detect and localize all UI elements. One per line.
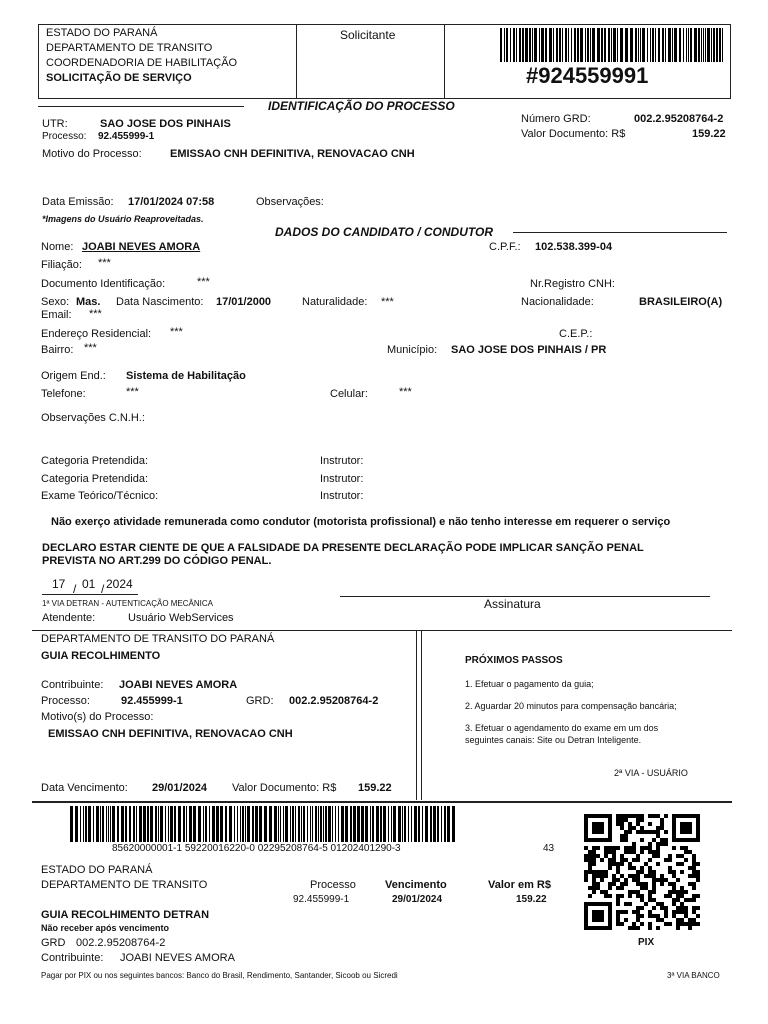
next-step-1: 1. Efetuar o pagamento da guia; bbox=[465, 679, 594, 689]
cpf-value: 102.538.399-04 bbox=[535, 241, 613, 253]
valor-value: 159.22 bbox=[692, 128, 726, 140]
bank-nao-receber: Não receber após vencimento bbox=[41, 923, 170, 933]
guia-divider-b bbox=[421, 631, 422, 800]
utr-label: UTR: bbox=[42, 118, 68, 130]
guia-vencimento-label: Data Vencimento: bbox=[41, 782, 128, 794]
utr-value: SAO JOSE DOS PINHAIS bbox=[100, 118, 231, 130]
guia-title: GUIA RECOLHIMENTO bbox=[41, 650, 161, 662]
candidate-section-title: DADOS DO CANDIDATO / CONDUTOR bbox=[275, 225, 494, 239]
municipio-value: SAO JOSE DOS PINHAIS / PR bbox=[451, 344, 607, 356]
declaration-line-1: Não exerço atividade remunerada como condutor (motorista profissional) e não tenho interesse em requerer o serviço bbox=[51, 516, 671, 528]
instrutor-3-label: Instrutor: bbox=[320, 490, 364, 502]
date-slash-2: / bbox=[101, 582, 105, 596]
observacoes-label: Observações: bbox=[256, 196, 324, 208]
categoria-2-label: Categoria Pretendida: bbox=[41, 473, 149, 485]
process-rule-left bbox=[38, 106, 244, 107]
telefone-value: *** bbox=[126, 386, 139, 398]
section-separator-1 bbox=[32, 630, 732, 631]
bank-via: 3ª VIA BANCO bbox=[667, 971, 720, 980]
natural-value: *** bbox=[381, 296, 394, 308]
solicitante-label: Solicitante bbox=[340, 28, 396, 42]
bank-valor-value: 159.22 bbox=[516, 894, 547, 905]
guia-grd-value: 002.2.95208764-2 bbox=[289, 695, 379, 707]
header-divider-2 bbox=[444, 24, 445, 99]
processo-value: 92.455999-1 bbox=[98, 131, 155, 142]
signature-month: 01 bbox=[82, 577, 96, 591]
grd-label: Número GRD: bbox=[521, 113, 591, 125]
nasc-value: 17/01/2000 bbox=[216, 296, 272, 308]
bank-processo-label: Processo bbox=[310, 879, 356, 891]
bank-estado: ESTADO DO PARANÁ bbox=[41, 864, 153, 876]
bank-guia-title: GUIA RECOLHIMENTO DETRAN bbox=[41, 909, 210, 921]
header-org-line-2: DEPARTAMENTO DE TRANSITO bbox=[46, 42, 213, 54]
bank-dept: DEPARTAMENTO DE TRANSITO bbox=[41, 879, 208, 891]
via-note: 1ª VIA DETRAN - AUTENTICAÇÃO MECÂNICA bbox=[42, 599, 213, 608]
exame-label: Exame Teórico/Técnico: bbox=[41, 490, 159, 502]
doc-label: Documento Identificação: bbox=[41, 278, 166, 290]
bank-barcode-suffix: 43 bbox=[543, 843, 555, 854]
bank-footer: Pagar por PIX ou nos seguintes bancos: Banco do Brasil, Rendimento, Santander, Sicoob ou Sicredi bbox=[41, 971, 398, 980]
next-step-3a: 3. Efetuar o agendamento do exame em um dos bbox=[465, 723, 659, 733]
guia-motivos-value: EMISSAO CNH DEFINITIVA, RENOVACAO CNH bbox=[48, 728, 293, 740]
filiacao-label: Filiação: bbox=[41, 259, 82, 271]
doc-value: *** bbox=[197, 276, 210, 288]
protocol-number: #924559991 bbox=[526, 63, 649, 88]
obs-cnh-label: Observações C.N.H.: bbox=[41, 412, 145, 424]
declaration-line-3: PREVISTA NO ART.299 DO CÓDIGO PENAL. bbox=[42, 555, 272, 567]
bank-contribuinte-label: Contribuinte: bbox=[41, 952, 104, 964]
nome-value: JOABI NEVES AMORA bbox=[82, 241, 201, 253]
processo-label: Processo: bbox=[42, 131, 87, 142]
pix-qr-code bbox=[580, 814, 708, 936]
guia-motivos-label: Motivo(s) do Processo: bbox=[41, 711, 154, 723]
bank-vencimento-label: Vencimento bbox=[385, 879, 447, 891]
bank-grd-label: GRD bbox=[41, 937, 66, 949]
guia-valor-value: 159.22 bbox=[358, 782, 392, 794]
celular-label: Celular: bbox=[330, 388, 368, 400]
guia-dept: DEPARTAMENTO DE TRANSITO DO PARANÁ bbox=[41, 633, 275, 645]
motivo-value: EMISSAO CNH DEFINITIVA, RENOVACAO CNH bbox=[170, 148, 415, 160]
emissao-value: 17/01/2024 07:58 bbox=[128, 196, 215, 208]
instrutor-1-label: Instrutor: bbox=[320, 455, 364, 467]
bank-processo-value: 92.455999-1 bbox=[293, 894, 350, 905]
date-underline bbox=[42, 594, 138, 595]
origem-value: Sistema de Habilitação bbox=[126, 370, 246, 382]
instrutor-2-label: Instrutor: bbox=[320, 473, 364, 485]
nome-label: Nome: bbox=[41, 241, 74, 253]
nacional-label: Nacionalidade: bbox=[521, 296, 594, 308]
motivo-label: Motivo do Processo: bbox=[42, 148, 142, 160]
guia-contribuinte-label: Contribuinte: bbox=[41, 679, 104, 691]
sexo-value: Mas. bbox=[76, 296, 101, 308]
nacional-value: BRASILEIRO(A) bbox=[639, 296, 723, 308]
bank-barcode-digits: 85620000001-1 59220016220-0 02295208764-5 01202401290-3 bbox=[112, 843, 401, 854]
email-value: *** bbox=[89, 308, 102, 320]
guia-processo-value: 92.455999-1 bbox=[121, 695, 183, 707]
header-org-line-1: ESTADO DO PARANÁ bbox=[46, 27, 158, 39]
declaration-line-2: DECLARO ESTAR CIENTE DE QUE A FALSIDADE DA PRESENTE DECLARAÇÃO PODE IMPLICAR SANÇÃO PENAL bbox=[42, 542, 644, 554]
imagens-note: *Imagens do Usuário Reaproveitadas. bbox=[42, 214, 204, 224]
telefone-label: Telefone: bbox=[41, 388, 86, 400]
registro-label: Nr.Registro CNH: bbox=[530, 278, 615, 290]
atendente-value: Usuário WebServices bbox=[128, 612, 234, 624]
celular-value: *** bbox=[399, 386, 412, 398]
guia-processo-label: Processo: bbox=[41, 695, 90, 707]
bairro-label: Bairro: bbox=[41, 344, 74, 356]
header-barcode bbox=[500, 28, 728, 62]
emissao-label: Data Emissão: bbox=[42, 196, 114, 208]
header-org-line-3: COORDENADORIA DE HABILITAÇÃO bbox=[46, 57, 238, 69]
process-section-title: IDENTIFICAÇÃO DO PROCESSO bbox=[268, 99, 455, 113]
categoria-1-label: Categoria Pretendida: bbox=[41, 455, 149, 467]
next-step-3b: seguintes canais: Site ou Detran Inteligente. bbox=[465, 735, 642, 745]
guia-vencimento-value: 29/01/2024 bbox=[152, 782, 208, 794]
section-separator-2 bbox=[32, 801, 732, 803]
guia-valor-label: Valor Documento: R$ bbox=[232, 782, 337, 794]
grd-value: 002.2.95208764-2 bbox=[634, 113, 724, 125]
next-steps-via: 2ª VIA - USUÁRIO bbox=[614, 768, 688, 778]
endereco-label: Endereço Residencial: bbox=[41, 328, 152, 340]
filiacao-value: *** bbox=[98, 257, 111, 269]
nasc-label: Data Nascimento: bbox=[116, 296, 204, 308]
date-slash-1: / bbox=[73, 582, 77, 596]
next-steps-title: PRÓXIMOS PASSOS bbox=[465, 655, 563, 666]
endereco-value: *** bbox=[170, 326, 183, 338]
natural-label: Naturalidade: bbox=[302, 296, 368, 308]
origem-label: Origem End.: bbox=[41, 370, 106, 382]
sexo-label: Sexo: bbox=[41, 296, 70, 308]
email-label: Email: bbox=[41, 309, 72, 321]
pix-label: PIX bbox=[638, 937, 655, 948]
next-step-2: 2. Aguardar 20 minutos para compensação bancária; bbox=[465, 701, 677, 711]
signature-day: 17 bbox=[52, 577, 66, 591]
bank-valor-label: Valor em R$ bbox=[488, 879, 551, 891]
candidate-rule-right bbox=[513, 232, 727, 233]
cep-label: C.E.P.: bbox=[559, 328, 593, 340]
bank-vencimento-value: 29/01/2024 bbox=[392, 894, 443, 905]
assinatura-label: Assinatura bbox=[484, 597, 541, 611]
bank-contribuinte-value: JOABI NEVES AMORA bbox=[120, 952, 235, 964]
guia-grd-label: GRD: bbox=[246, 695, 274, 707]
atendente-label: Atendente: bbox=[42, 612, 96, 624]
header-divider-1 bbox=[296, 24, 297, 99]
header-org-line-4: SOLICITAÇÃO DE SERVIÇO bbox=[46, 72, 192, 84]
municipio-label: Município: bbox=[387, 344, 438, 356]
guia-contribuinte-value: JOABI NEVES AMORA bbox=[119, 679, 238, 691]
valor-label: Valor Documento: R$ bbox=[521, 128, 626, 140]
bairro-value: *** bbox=[84, 342, 97, 354]
bank-grd-value: 002.2.95208764-2 bbox=[76, 937, 166, 949]
bank-barcode bbox=[70, 806, 458, 842]
signature-year: 2024 bbox=[106, 577, 133, 591]
cpf-label: C.P.F.: bbox=[489, 241, 521, 253]
guia-divider-a bbox=[416, 631, 417, 800]
